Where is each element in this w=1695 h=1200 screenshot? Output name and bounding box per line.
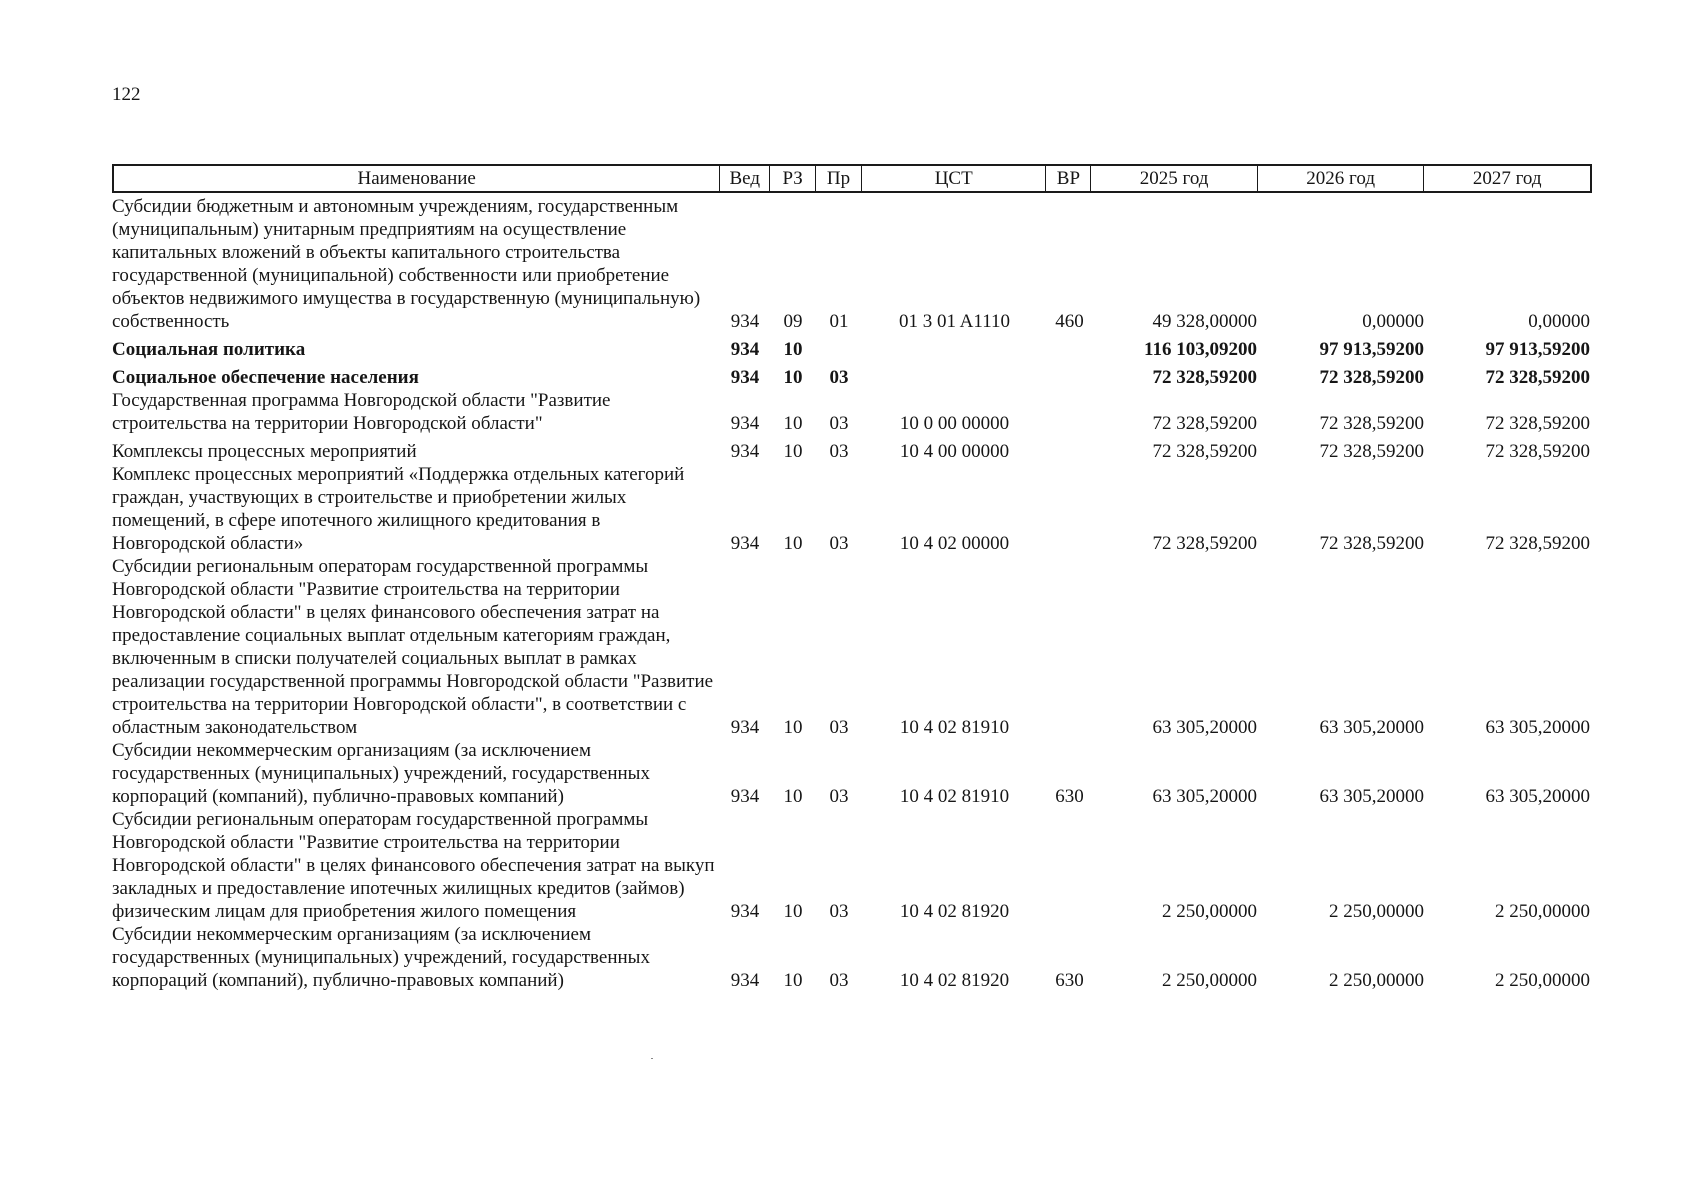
table-row	[112, 808, 1592, 923]
budget-table-body	[112, 195, 1592, 992]
row-vr: 630	[1055, 970, 1084, 991]
row-ved: 934	[730, 367, 760, 388]
row-rz: 10	[783, 786, 803, 807]
row-2025: 116 103,09200	[1144, 339, 1257, 360]
scan-speck	[651, 1058, 653, 1059]
row-2027: 72 328,59200	[1485, 413, 1590, 434]
row-rz: 10	[783, 441, 803, 462]
row-2025: 63 305,20000	[1152, 717, 1257, 738]
table-row	[112, 195, 1592, 333]
row-2025: 2 250,00000	[1162, 970, 1257, 991]
row-2026: 63 305,20000	[1319, 717, 1424, 738]
row-2027: 72 328,59200	[1485, 367, 1590, 388]
row-2026: 97 913,59200	[1319, 339, 1424, 360]
table-row	[112, 440, 1592, 463]
page-number: 122	[112, 84, 141, 105]
row-2027: 63 305,20000	[1485, 786, 1590, 807]
row-name: Социальная политика	[112, 339, 306, 360]
row-name: Субсидии бюджетным и автономным учреждениям, государственным (муниципальным) унитарным предприятиям на осуществление капитальных вложений в объекты капитального строительства государственной (муниципальной) собственности или приобретение объектов недвижимого имущества в государственную (муниципальную) собственность	[112, 196, 701, 332]
row-ved: 934	[730, 339, 760, 360]
header-cst: ЦСТ	[862, 166, 1047, 191]
row-2027: 2 250,00000	[1495, 901, 1590, 922]
row-pr: 03	[829, 413, 849, 434]
row-name: Комплексы процессных мероприятий	[112, 441, 417, 462]
row-2027: 72 328,59200	[1485, 533, 1590, 554]
header-2027: 2027 год	[1472, 168, 1542, 189]
row-2027: 63 305,20000	[1485, 717, 1590, 738]
table-row	[112, 338, 1592, 361]
row-ved: 934	[730, 441, 760, 462]
header-name: Наименование	[114, 166, 720, 191]
row-name: Социальное обеспечение населения	[112, 367, 419, 388]
table-row	[112, 923, 1592, 992]
row-ved: 934	[730, 413, 760, 434]
row-2025: 72 328,59200	[1152, 413, 1257, 434]
row-cst: 10 4 02 81910	[899, 786, 1010, 807]
row-ved: 934	[730, 533, 760, 554]
row-pr: 03	[829, 901, 849, 922]
table-row	[112, 366, 1592, 389]
row-2026: 2 250,00000	[1329, 970, 1424, 991]
row-cst: 10 4 02 81920	[899, 970, 1010, 991]
row-2025: 63 305,20000	[1152, 786, 1257, 807]
row-cst: 10 4 00 00000	[899, 441, 1010, 462]
row-cst: 10 4 02 00000	[899, 533, 1010, 554]
row-2026: 63 305,20000	[1319, 786, 1424, 807]
header-2026: 2026 год	[1258, 166, 1425, 191]
table-row	[112, 463, 1592, 555]
header-pr: Пр	[816, 166, 862, 191]
row-2026: 72 328,59200	[1319, 413, 1424, 434]
row-2025: 72 328,59200	[1152, 533, 1257, 554]
row-pr: 03	[829, 533, 849, 554]
row-pr: 03	[829, 717, 849, 738]
table-row	[112, 389, 1592, 435]
row-vr: 460	[1055, 311, 1084, 332]
row-2027: 0,00000	[1528, 311, 1590, 332]
table-row	[112, 555, 1592, 739]
header-vr: ВР	[1046, 166, 1091, 191]
row-name: Субсидии некоммерческим организациям (за исключением государственных (муниципальных) учреждений, государственных корпораций (компаний), публично-правовых компаний)	[112, 740, 650, 807]
row-pr: 03	[829, 786, 849, 807]
row-pr: 01	[829, 311, 849, 332]
row-rz: 10	[783, 901, 803, 922]
row-rz: 10	[783, 717, 803, 738]
row-vr: 630	[1055, 786, 1084, 807]
row-2026: 72 328,59200	[1319, 441, 1424, 462]
row-name: Субсидии некоммерческим организациям (за исключением государственных (муниципальных) учреждений, государственных корпораций (компаний), публично-правовых компаний)	[112, 924, 650, 991]
row-pr: 03	[829, 441, 849, 462]
row-pr: 03	[829, 367, 849, 388]
row-2025: 72 328,59200	[1152, 441, 1257, 462]
row-name: Государственная программа Новгородской области "Развитие строительства на территории Новгородской области"	[112, 390, 611, 434]
row-2025: 49 328,00000	[1152, 311, 1257, 332]
row-2027: 97 913,59200	[1485, 339, 1590, 360]
row-rz: 09	[783, 311, 803, 332]
row-2027: 72 328,59200	[1485, 441, 1590, 462]
row-rz: 10	[783, 339, 803, 360]
row-cst: 10 4 02 81920	[899, 901, 1010, 922]
row-name: Субсидии региональным операторам государственной программы Новгородской области "Развитие строительства на территории Новгородской области" в целях финансового обеспечения затрат на предоставление социальных выплат отдельным категориям граждан, включенным в списки получателей социальных выплат в рамках реализации государственной программы Новгородской области "Развитие строительства на территории Новгородской области", в соответствии с областным законодательством	[112, 556, 714, 738]
row-2025: 2 250,00000	[1162, 901, 1257, 922]
row-2026: 72 328,59200	[1319, 367, 1424, 388]
row-cst: 10 4 02 81910	[899, 717, 1010, 738]
row-2025: 72 328,59200	[1152, 367, 1257, 388]
row-2026: 72 328,59200	[1319, 533, 1424, 554]
row-rz: 10	[783, 413, 803, 434]
row-name: Субсидии региональным операторам государственной программы Новгородской области "Развитие строительства на территории Новгородской области" в целях финансового обеспечения затрат на выкуп закладных и предоставление ипотечных жилищных кредитов (займов) физическим лицам для приобретения жилого помещения	[112, 809, 715, 922]
row-2027: 2 250,00000	[1495, 970, 1590, 991]
header-rz: РЗ	[770, 166, 816, 191]
row-rz: 10	[783, 533, 803, 554]
row-ved: 934	[730, 717, 760, 738]
row-rz: 10	[783, 367, 803, 388]
row-ved: 934	[730, 970, 760, 991]
row-rz: 10	[783, 970, 803, 991]
table-row	[112, 739, 1592, 808]
row-name: Комплекс процессных мероприятий «Поддержка отдельных категорий граждан, участвующих в строительстве и приобретении жилых помещений, в сфере ипотечного жилищного кредитования в Новгородской области»	[112, 464, 685, 554]
row-ved: 934	[730, 311, 760, 332]
header-ved: Вед	[720, 166, 770, 191]
row-pr: 03	[829, 970, 849, 991]
row-ved: 934	[730, 901, 760, 922]
row-ved: 934	[730, 786, 760, 807]
row-2026: 0,00000	[1362, 311, 1424, 332]
header-2025: 2025 год	[1091, 166, 1258, 191]
row-2026: 2 250,00000	[1329, 901, 1424, 922]
row-cst: 01 3 01 A1110	[898, 311, 1010, 332]
table-header	[112, 164, 1592, 193]
row-cst: 10 0 00 00000	[899, 413, 1010, 434]
